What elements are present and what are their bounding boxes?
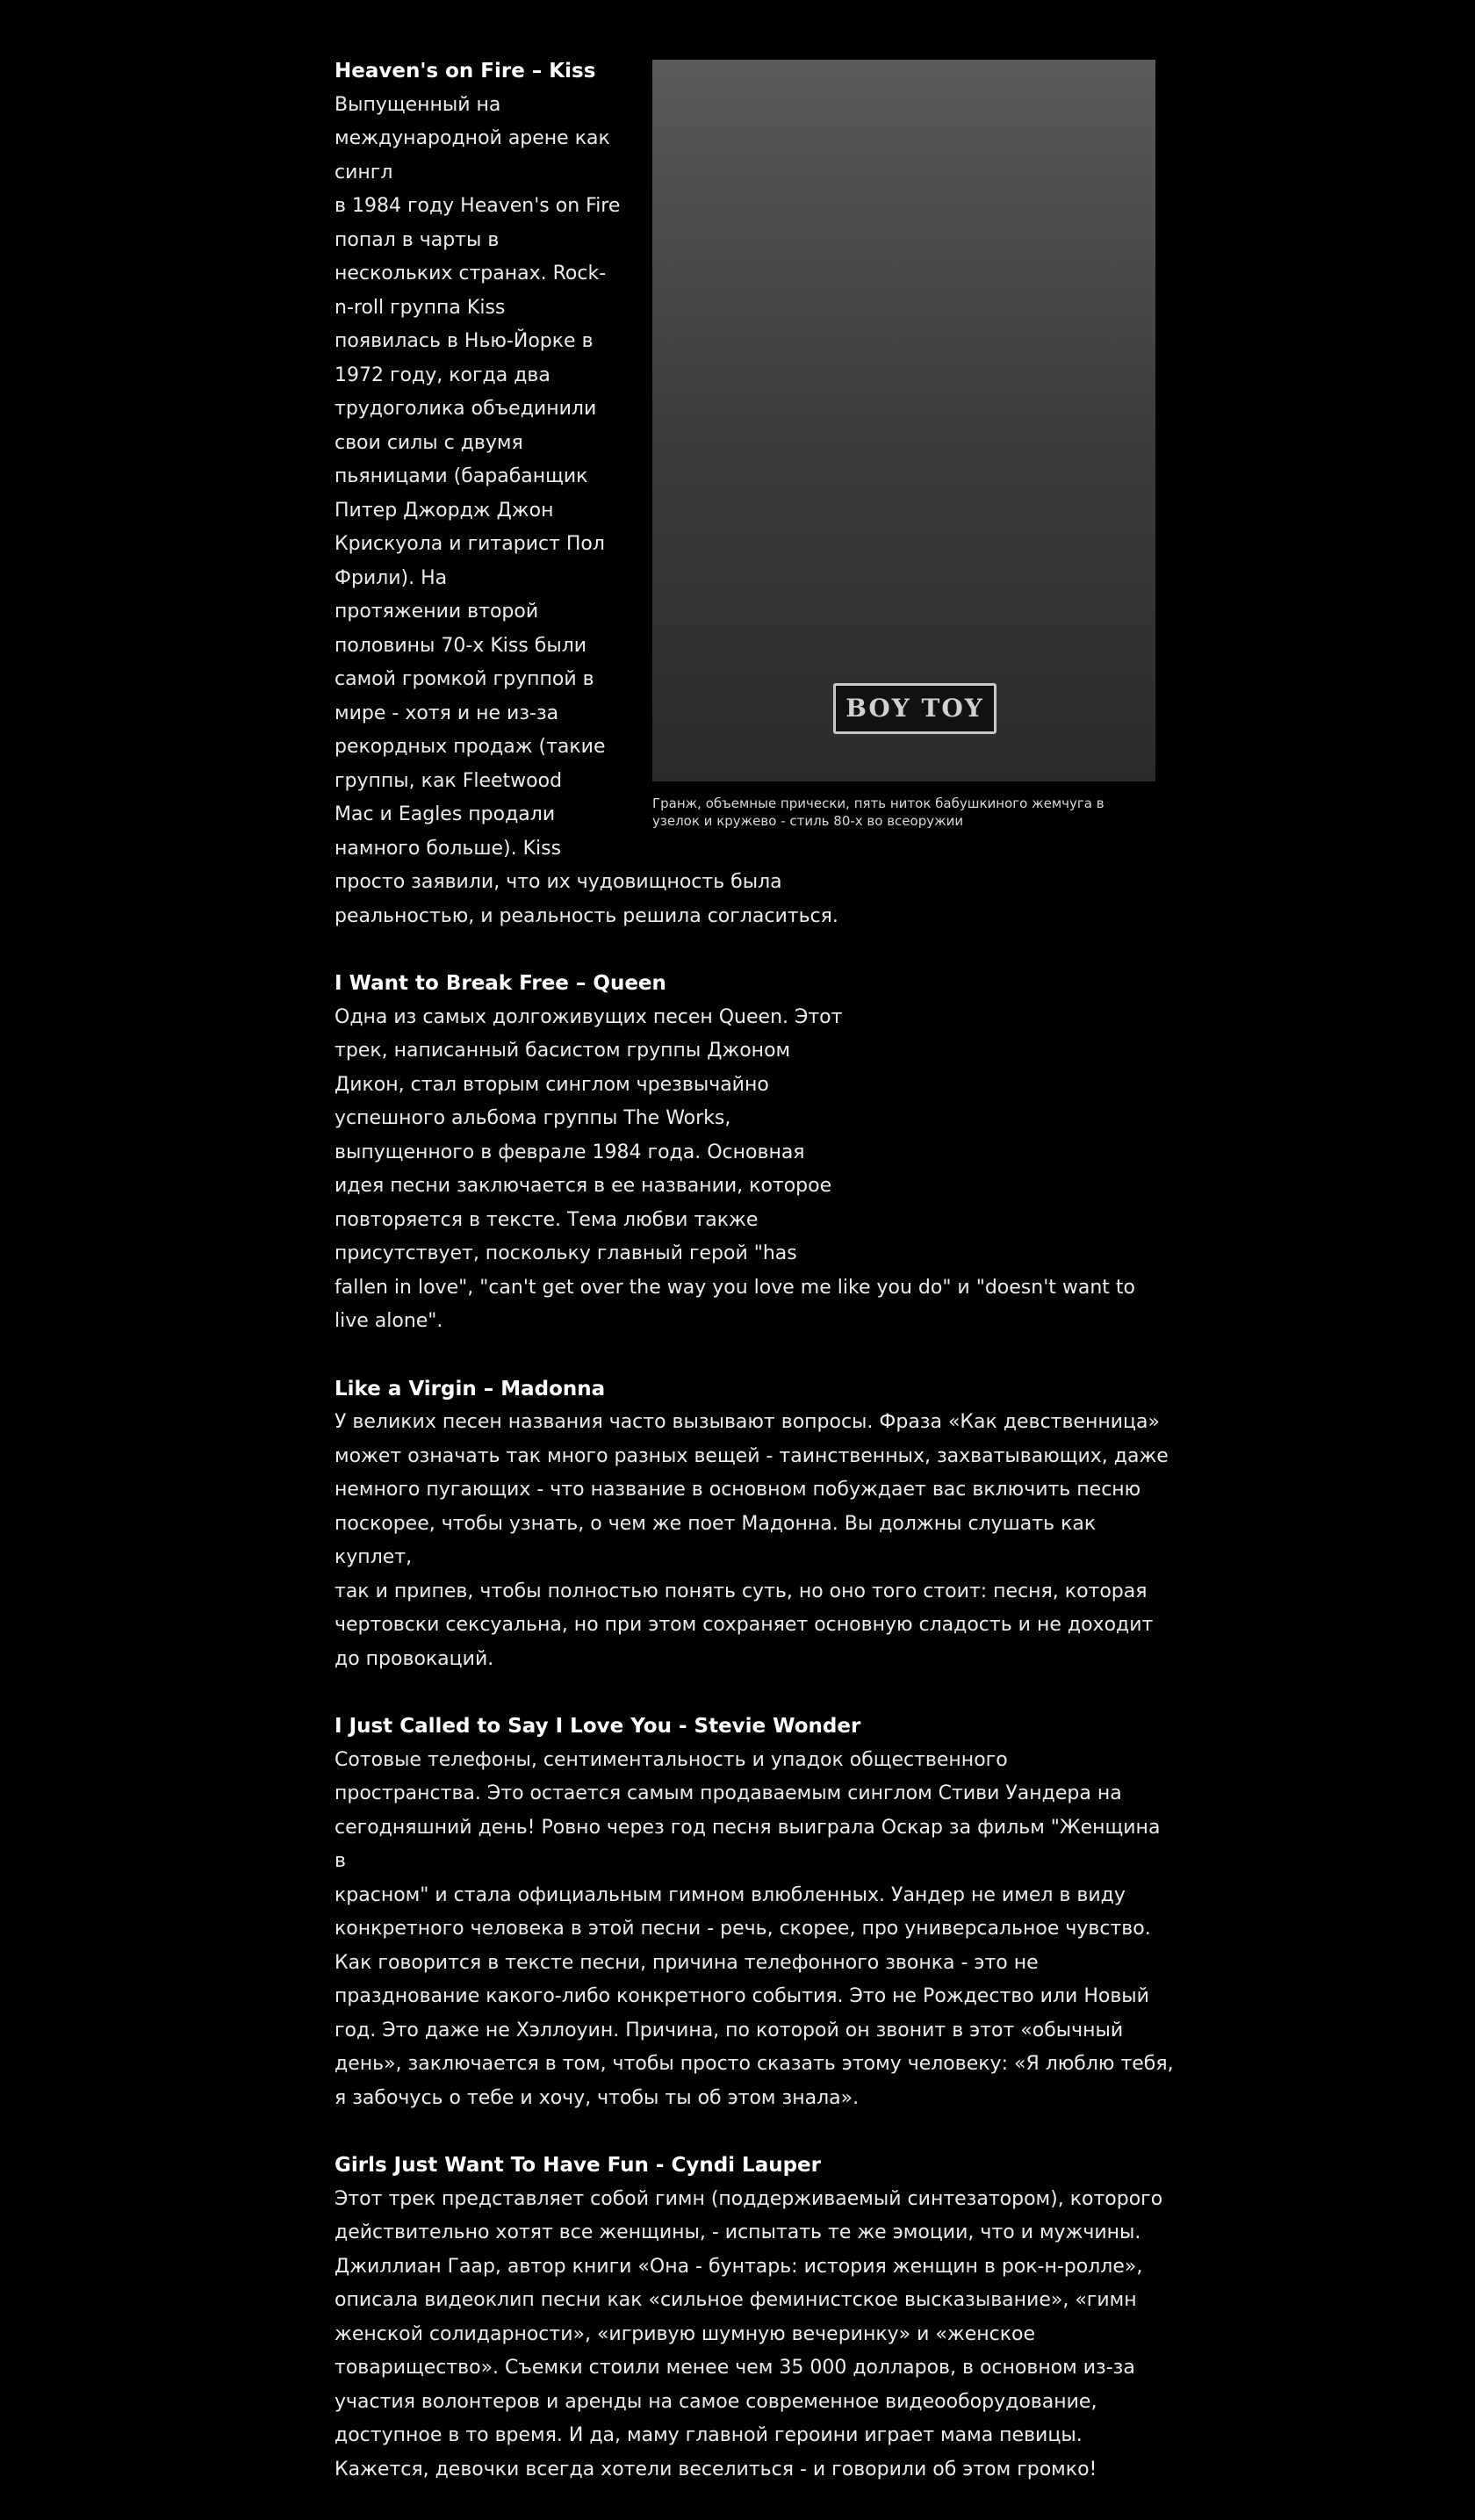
- section-line: появилась в Нью-Йорке в 1972 году, когда два: [335, 330, 594, 386]
- section-line: описала видеоклип песни как «сильное феминистское высказывание», «гимн: [335, 2289, 1137, 2311]
- section-line: красном" и стала официальным гимном влюбленных. Уандер не имел в виду: [335, 1883, 1126, 1906]
- section-line: женской солидарности», «игривую шумную вечеринку» и «женское: [335, 2322, 1035, 2345]
- section-line: Крискуола и гитарист Пол Фрили). На: [335, 533, 605, 589]
- section-i-just-called: [335, 1710, 1177, 2115]
- section-title: Like a Virgin – Madonna: [335, 1377, 606, 1400]
- section-line: трудоголика объединили свои силы с двумя: [335, 398, 597, 454]
- section-line: поскорее, чтобы узнать, о чем же поет Мадонна. Вы должны слушать как куплет,: [335, 1512, 1097, 1568]
- section-i-want-to-break-free: [335, 967, 1177, 1339]
- section-line: конкретного человека в этой песни - речь, скорее, про универсальное чувство.: [335, 1918, 1151, 1940]
- section-line: Сотовые телефоны, сентиментальность и упадок общественного: [335, 1748, 1008, 1771]
- section-line: участия волонтеров и аренды на самое современное видеооборудование,: [335, 2390, 1097, 2413]
- section-line: я забочусь о тебе и хочу, чтобы ты об этом знала».: [335, 2086, 860, 2109]
- section-line: сегодняшний день! Ровно через год песня выиграла Оскар за фильм "Женщина в: [335, 1816, 1161, 1872]
- section-body: [335, 1406, 1177, 1676]
- section-line: Кажется, девочки всегда хотели веселиться - и говорили об этом громко!: [335, 2458, 1097, 2480]
- section-line: Mac и Eagles продали намного больше). Kiss: [335, 803, 562, 860]
- section-line: немного пугающих - что название в основном побуждает вас включить песню: [335, 1479, 1141, 1501]
- section-line: просто заявили, что их чудовищность была: [335, 871, 782, 893]
- section-title: Girls Just Want To Have Fun - Cyndi Lauper: [335, 2154, 821, 2177]
- section-line: до провокаций.: [335, 1647, 494, 1670]
- section-girls-just-want: [335, 2149, 1177, 2487]
- section-line: fallen in love", "can't get over the way you love me like you do" и "doesn't want to: [335, 1276, 1135, 1299]
- section-line: протяжении второй половины 70-х Kiss были: [335, 601, 587, 657]
- section-body: [335, 1001, 1177, 1339]
- section-line: реальностью, и реальность решила согласиться.: [335, 904, 838, 927]
- section-line: нескольких странах. Rock-n-roll группа Kiss: [335, 263, 607, 319]
- section-line: Выпущенный на международной арене как сингл: [335, 93, 610, 184]
- belt-plate: BOY TOY: [833, 683, 997, 734]
- section-line: действительно хотят все женщины, - испытать те же эмоции, что и мужчины.: [335, 2221, 1141, 2243]
- section-body: [335, 1744, 1177, 2116]
- section-line: в 1984 году Heaven's on Fire попал в чарты в: [335, 195, 621, 251]
- section-line: live alone".: [335, 1310, 443, 1332]
- section-line: так и припев, чтобы полностью понять суть, но оно того стоит: песня, которая: [335, 1580, 1148, 1602]
- section-line: трек, написанный басистом группы Джоном: [335, 1040, 791, 1062]
- section-line: Джиллиан Гаар, автор книги «Она - бунтарь: история женщин в рок-н-ролле»,: [335, 2255, 1143, 2278]
- section-body: [335, 2183, 1177, 2488]
- section-line: повторяется в тексте. Тема любви также: [335, 1208, 759, 1231]
- section-line: Этот трек представляет собой гимн (поддерживаемый синтезатором), которого: [335, 2187, 1163, 2210]
- section-title: I Want to Break Free – Queen: [335, 972, 666, 995]
- article: [335, 54, 1177, 2520]
- section-line: пьяницами (барабанщик Питер Джордж Джон: [335, 465, 588, 522]
- photo-caption: Гранж, объемные прически, пять ниток бабушкиного жемчуга в узелок и кружево - стиль 80-х во всеоружии: [652, 796, 1104, 829]
- section-line: Одна из самых долгоживущих песен Queen. Этот: [335, 1005, 843, 1028]
- section-line: доступное в то время. И да, маму главной героини играет мама певицы.: [335, 2424, 1083, 2446]
- singer-in-lace-photo-icon: [652, 60, 1155, 781]
- section-line: рекордных продаж (такие группы, как Fleetwood: [335, 736, 606, 792]
- section-line: год. Это даже не Хэллоуин. Причина, по которой он звонит в этот «обычный: [335, 2019, 1124, 2041]
- section-line: товарищество». Съемки стоили менее чем 35 000 долларов, в основном из-за: [335, 2357, 1135, 2379]
- section-line: успешного альбома группы The Works,: [335, 1107, 731, 1129]
- section-line: празднование какого-либо конкретного события. Это не Рождество или Новый: [335, 1985, 1149, 2007]
- section-line: чертовски сексуальна, но при этом сохраняет основную сладость и не доходит: [335, 1614, 1154, 1636]
- section-line: выпущенного в феврале 1984 года. Основная: [335, 1141, 805, 1163]
- section-line: Как говорится в тексте песни, причина телефонного звонка - это не: [335, 1951, 1039, 1974]
- section-line: может означать так много разных вещей - таинственных, захватывающих, даже: [335, 1444, 1169, 1467]
- section-line: присутствует, поскольку главный герой "has: [335, 1242, 797, 1264]
- section-line: У великих песен названия часто вызывают вопросы. Фраза «Как девственница»: [335, 1411, 1160, 1433]
- section-line: самой громкой группой в мире - хотя и не из-за: [335, 668, 594, 724]
- section-title: Heaven's on Fire – Kiss: [335, 60, 596, 83]
- section-line: идея песни заключается в ее названии, которое: [335, 1175, 832, 1197]
- section-line: пространства. Это остается самым продаваемым синглом Стиви Уандера на: [335, 1782, 1122, 1804]
- section-line: Дикон, стал вторым синглом чрезвычайно: [335, 1073, 769, 1096]
- section-like-a-virgin: [335, 1372, 1177, 1677]
- section-line: день», заключается в том, чтобы просто сказать этому человеку: «Я люблю тебя,: [335, 2053, 1174, 2075]
- section-title: I Just Called to Say I Love You - Stevie Wonder: [335, 1715, 861, 1738]
- photo-figure: [652, 60, 1155, 830]
